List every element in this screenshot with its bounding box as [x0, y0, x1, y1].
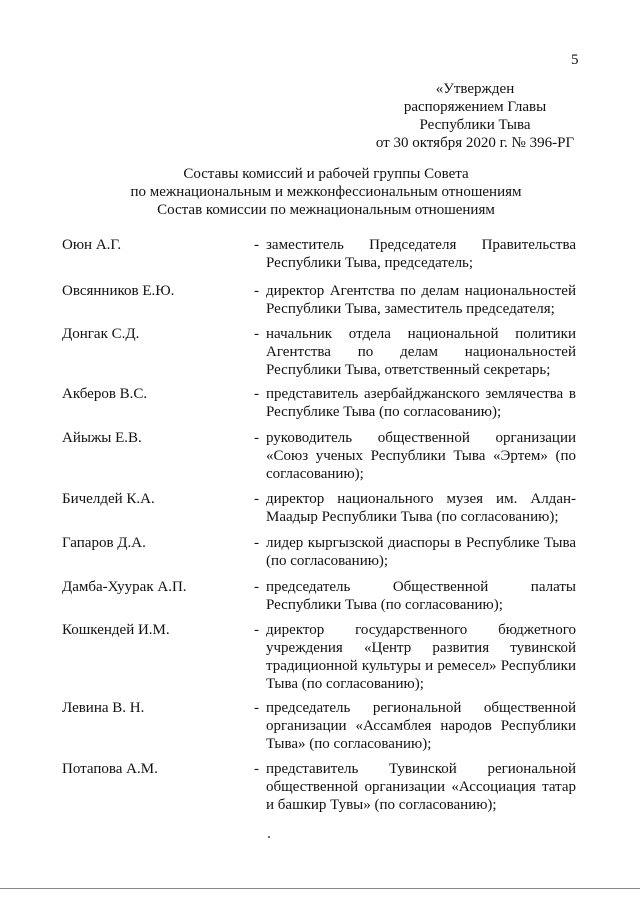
member-dash: - [254, 430, 259, 446]
member-dash: - [254, 237, 259, 253]
approval-line-2: распоряжением Главы [403, 99, 547, 115]
member-name: Оюн А.Г. [62, 237, 122, 253]
member-name: Бичелдей К.А. [62, 491, 155, 507]
title-line-2: по межнациональным и межконфессиональным отношениям [130, 184, 522, 200]
member-dash: - [254, 579, 259, 595]
member-name: Дамба-Хуурак А.П. [62, 579, 187, 595]
member-role: директор Агентства по делам национальностей Республики Тыва, заместитель председателя; [266, 283, 576, 317]
approval-line-3: Республики Тыва [419, 117, 531, 133]
approval-stamp-block [365, 80, 585, 152]
member-dash: - [254, 535, 259, 551]
member-role: заместитель Председателя Правительства Республики Тыва, председатель; [266, 237, 576, 271]
member-name: Левина В. Н. [62, 700, 145, 716]
member-dash: - [254, 283, 259, 299]
member-role: лидер кыргызской диаспоры в Республике Тыва (по согласованию); [266, 535, 576, 569]
member-name: Донгак С.Д. [62, 326, 140, 342]
approval-line-4: от 30 октября 2020 г. № 396-РГ [375, 135, 575, 151]
member-dash: - [254, 386, 259, 402]
member-dash: - [254, 700, 259, 716]
member-role: председатель региональной общественной организации «Ассамблея народов Республики Тыва» (по согласованию); [266, 700, 576, 752]
member-role: руководитель общественной организации «Союз ученых Республики Тыва «Эртем» (по согласованию); [266, 430, 576, 482]
title-line-1: Составы комиссий и рабочей группы Совета [183, 166, 469, 182]
title-line-3: Состав комиссии по межнациональным отношениям [157, 202, 495, 218]
member-dash: - [254, 326, 259, 342]
member-dash: - [254, 622, 259, 638]
scan-bottom-edge [0, 888, 640, 889]
page-number: 5 [571, 52, 579, 68]
member-role: представитель Тувинской региональной общественной организации «Ассоциация татар и башкир Тувы» (по согласованию); [266, 761, 576, 813]
member-name: Кошкендей И.М. [62, 622, 170, 638]
member-name: Гапаров Д.А. [62, 535, 146, 551]
member-role: начальник отдела национальной политики Агентства по делам национальностей Республики Тыва, ответственный секретарь; [266, 326, 576, 378]
approval-line-1: «Утвержден [435, 81, 515, 97]
member-name: Айыжы Е.В. [62, 430, 142, 446]
member-dash: - [254, 761, 259, 777]
member-name: Акберов В.С. [62, 386, 148, 402]
member-role: председатель Общественной палаты Республики Тыва (по согласованию); [266, 579, 576, 613]
member-role: представитель азербайджанского землячества в Республике Тыва (по согласованию); [266, 386, 576, 420]
member-name: Потапова А.М. [62, 761, 158, 777]
member-name: Овсянников Е.Ю. [62, 283, 175, 299]
scan-dot-mark [268, 836, 270, 838]
member-role: директор государственного бюджетного учреждения «Центр развития тувинской традиционной культуры и ремесел» Республики Тыва (по согласованию); [266, 622, 576, 692]
member-dash: - [254, 491, 259, 507]
member-role: директор национального музея им. Алдан-Маадыр Республики Тыва (по согласованию); [266, 491, 576, 525]
document-title [60, 165, 592, 219]
